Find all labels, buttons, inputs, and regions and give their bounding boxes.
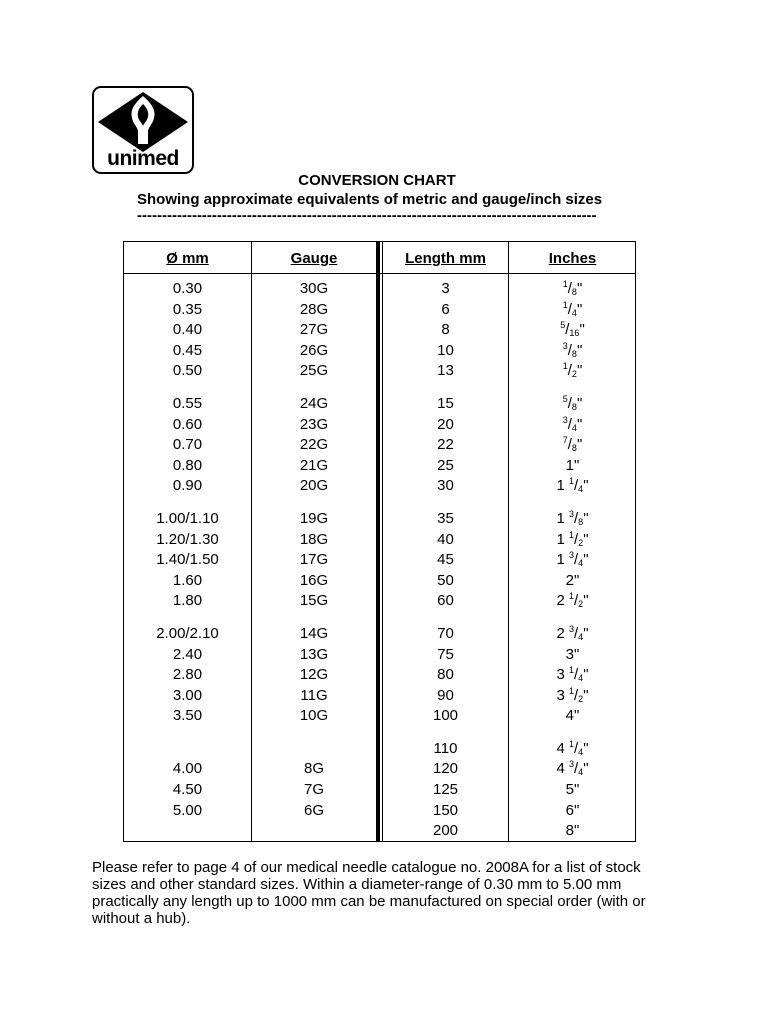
inch-numerator: 7 [562, 435, 568, 446]
column-divider-thick [376, 242, 380, 841]
cell-gauge: 8G [303, 760, 324, 778]
inch-whole: 3 [556, 686, 569, 704]
inch-denominator: 2 [571, 369, 577, 380]
group-gap [124, 382, 251, 394]
inch-whole: 2 [565, 571, 574, 589]
inch-numerator: 1 [568, 665, 574, 676]
cell-mm: 4.00 [172, 760, 203, 778]
group-gap [509, 612, 636, 624]
cell-inches: 4" [565, 707, 580, 725]
logo-brand-text: unimed [107, 147, 179, 170]
cell-inches: $^5/_{16}$" [560, 320, 585, 339]
cell-inches: $^3/_4$" [562, 414, 583, 433]
cell-gauge: 25G [299, 362, 329, 380]
column-gauge [252, 279, 376, 842]
cell-inches: $^1/_4$" [562, 299, 583, 318]
cell-inches: $^5/_8$" [562, 393, 583, 412]
inch-numerator: 1 [562, 279, 568, 289]
inch-numerator: 1 [568, 685, 574, 696]
cell-gauge: 12G [299, 666, 329, 684]
inch-whole: 4 [556, 760, 569, 778]
cell-mm: 1.40/1.50 [156, 551, 219, 569]
cell-gauge: 27G [299, 321, 329, 339]
cell-length: 30 [437, 477, 454, 495]
cell-gauge: 28G [299, 300, 329, 318]
cell-mm: 0.40 [172, 321, 203, 339]
cell-length: 90 [437, 686, 454, 704]
cell-length: 10 [437, 341, 454, 359]
inch-denominator: 2 [578, 599, 584, 610]
group-gap [252, 612, 376, 624]
cell-gauge: 10G [299, 707, 329, 725]
inch-numerator: 3 [568, 508, 574, 519]
inch-denominator: 8 [571, 287, 577, 297]
inch-denominator: 8 [571, 348, 577, 359]
cell-gauge: 6G [303, 801, 324, 819]
cell-gauge: 7G [303, 781, 324, 799]
inch-numerator: 3 [568, 623, 574, 634]
cell-inches: 1" [565, 456, 580, 474]
inch-denominator: 4 [571, 307, 577, 318]
cell-mm: 2.40 [172, 645, 203, 663]
column-mm [124, 279, 251, 842]
cell-mm: 5.00 [172, 801, 203, 819]
inch-numerator: 1 [562, 299, 568, 310]
inch-denominator: 2 [578, 693, 584, 704]
cell-mm: 3.00 [172, 686, 203, 704]
cell-mm: 3.50 [172, 707, 203, 725]
cell-gauge: 15G [299, 592, 329, 610]
cell-gauge: 24G [299, 394, 329, 412]
inch-denominator: 4 [571, 422, 577, 433]
cell-gauge: 23G [299, 415, 329, 433]
title-block [137, 172, 637, 223]
cell-length: 13 [437, 362, 454, 380]
cell-gauge: 18G [299, 530, 329, 548]
inch-whole: 4 [556, 739, 569, 757]
cell-inches: 5" [565, 781, 580, 799]
inch-numerator: 3 [568, 759, 574, 770]
cell-gauge: 13G [299, 645, 329, 663]
cell-mm [124, 821, 251, 842]
page-subtitle: Showing approximate equivalents of metric and gauge/inch sizes [137, 191, 603, 208]
cell-inches: $^1/_8$" [562, 279, 583, 297]
column-header-inches: Inches [548, 250, 597, 267]
inch-denominator: 8 [578, 516, 584, 527]
cell-length: 40 [437, 530, 454, 548]
inch-denominator: 4 [578, 767, 584, 778]
cell-gauge: 11G [300, 686, 328, 704]
inch-whole: 1 [565, 456, 574, 474]
cell-mm: 1.00/1.10 [156, 509, 219, 527]
cell-length: 70 [437, 624, 454, 642]
inch-numerator: 1 [562, 361, 568, 372]
inch-whole: 5 [565, 781, 574, 799]
column-length [383, 279, 508, 842]
group-gap [252, 497, 376, 509]
conversion-table [123, 241, 636, 842]
inch-whole: 3 [565, 645, 574, 663]
inch-whole: 1 [556, 477, 569, 495]
inch-numerator: 1 [568, 738, 574, 749]
group-gap [383, 727, 508, 739]
cell-inches: 1 $^1/_4$" [556, 476, 589, 495]
cell-inches: 2" [565, 571, 580, 589]
cell-inches: 1 $^3/_8$" [556, 508, 589, 527]
cell-length: 45 [437, 551, 454, 569]
cell-inches: 8" [565, 822, 580, 840]
cell-gauge: 16G [299, 571, 329, 589]
cell-mm: 0.80 [172, 456, 203, 474]
inch-whole: 8 [565, 822, 574, 840]
cell-inches: $^1/_2$" [562, 361, 583, 380]
cell-length: 125 [432, 781, 459, 799]
cell-mm: 0.50 [172, 362, 203, 380]
cell-gauge [252, 821, 376, 842]
cell-gauge: 19G [299, 509, 329, 527]
cell-length: 8 [441, 321, 450, 339]
cell-inches: 4 $^3/_4$" [556, 759, 589, 778]
inch-whole: 3 [556, 666, 569, 684]
cell-inches: 2 $^3/_4$" [556, 623, 589, 642]
page-title: CONVERSION CHART [298, 172, 456, 189]
group-gap [124, 497, 251, 509]
cell-inches: 3 $^1/_4$" [556, 665, 589, 684]
cell-gauge: 22G [299, 436, 329, 454]
column-header-gauge: Gauge [290, 250, 338, 267]
column-inches [509, 279, 636, 842]
cell-length: 60 [437, 592, 454, 610]
inch-numerator: 5 [560, 320, 566, 331]
cell-gauge: 20G [299, 477, 329, 495]
inch-whole: 1 [556, 509, 569, 527]
cell-mm: 4.50 [172, 781, 203, 799]
inch-whole: 2 [556, 592, 569, 610]
group-gap [383, 612, 508, 624]
cell-inches: 1 $^3/_4$" [556, 550, 589, 569]
cell-inches: $^3/_8$" [562, 340, 583, 359]
cell-mm: 1.60 [172, 571, 203, 589]
cell-length: 3 [441, 280, 450, 297]
cell-length: 100 [432, 707, 459, 725]
cell-mm: 0.35 [172, 300, 203, 318]
header-rule [124, 273, 635, 274]
cell-gauge [252, 739, 376, 760]
unimed-logo [92, 86, 194, 174]
cell-mm: 0.70 [172, 436, 203, 454]
cell-inches: 4 $^1/_4$" [556, 738, 589, 757]
cell-mm: 2.80 [172, 666, 203, 684]
cell-length: 35 [437, 509, 454, 527]
group-gap [509, 497, 636, 509]
cell-mm: 0.90 [172, 477, 203, 495]
cell-length: 110 [433, 739, 458, 757]
cell-length: 15 [437, 394, 454, 412]
cell-length: 20 [437, 415, 454, 433]
inch-whole: 6 [565, 801, 574, 819]
inch-numerator: 1 [568, 591, 574, 602]
cell-length: 50 [437, 571, 454, 589]
inch-denominator: 2 [578, 537, 584, 548]
inch-whole: 1 [556, 530, 569, 548]
cell-length: 80 [437, 666, 454, 684]
cell-mm: 1.20/1.30 [156, 530, 219, 548]
footer-note: Please refer to page 4 of our medical needle catalogue no. 2008A for a list of stock sizes and other standard sizes. Within a diameter-range of 0.30 mm to 5.00 mm practically any length up to 1000 mm can be manufactured on special order (with or without a hub). [92, 859, 646, 927]
inch-numerator: 3 [568, 550, 574, 561]
cell-mm: 0.60 [172, 415, 203, 433]
inch-denominator: 4 [578, 484, 584, 495]
cell-length: 150 [432, 801, 459, 819]
cell-mm: 1.80 [172, 592, 203, 610]
inch-denominator: 16 [569, 328, 580, 339]
cell-length: 75 [437, 645, 454, 663]
cell-gauge: 14G [299, 624, 329, 642]
cell-gauge: 30G [299, 280, 329, 297]
cell-length: 22 [437, 436, 454, 454]
cell-mm: 0.45 [172, 341, 203, 359]
inch-whole: 2 [556, 624, 569, 642]
inch-denominator: 8 [571, 401, 577, 412]
cell-inches: 3 $^1/_2$" [556, 685, 589, 704]
group-gap [252, 727, 376, 739]
inch-numerator: 1 [568, 529, 574, 540]
cell-mm: 0.30 [172, 280, 203, 297]
cell-length: 25 [437, 456, 454, 474]
dashed-divider: -------------------------------------------------------------------------------------------- [137, 209, 597, 223]
cell-mm [124, 739, 251, 760]
group-gap [383, 382, 508, 394]
cell-inches: 1 $^1/_2$" [556, 529, 589, 548]
inch-denominator: 4 [578, 746, 584, 757]
inch-denominator: 8 [571, 443, 577, 454]
group-gap [124, 727, 251, 739]
inch-denominator: 4 [578, 631, 584, 642]
group-gap [383, 497, 508, 509]
group-gap [509, 727, 636, 739]
inch-numerator: 5 [562, 393, 568, 404]
cell-gauge: 26G [299, 341, 329, 359]
cell-length: 6 [441, 300, 450, 318]
cell-length: 200 [432, 822, 459, 840]
cell-inches: $^7/_8$" [562, 435, 583, 454]
cell-gauge: 17G [299, 551, 329, 569]
cell-inches: 2 $^1/_2$" [556, 591, 589, 610]
inch-whole: 1 [556, 551, 569, 569]
column-header-length: Length mm [405, 250, 486, 267]
inch-denominator: 4 [578, 558, 584, 569]
cell-mm: 0.55 [172, 394, 203, 412]
cell-inches: 3" [565, 645, 580, 663]
inch-numerator: 3 [562, 414, 568, 425]
cell-mm: 2.00/2.10 [156, 624, 219, 642]
inch-whole: 4 [565, 707, 574, 725]
group-gap [252, 382, 376, 394]
group-gap [124, 612, 251, 624]
inch-numerator: 1 [568, 476, 574, 487]
column-header-mm: Ø mm [166, 250, 209, 267]
cell-inches: 6" [565, 801, 580, 819]
cell-length: 120 [432, 760, 459, 778]
inch-denominator: 4 [578, 673, 584, 684]
cell-gauge: 21G [299, 456, 329, 474]
inch-numerator: 3 [562, 340, 568, 351]
group-gap [509, 382, 636, 394]
